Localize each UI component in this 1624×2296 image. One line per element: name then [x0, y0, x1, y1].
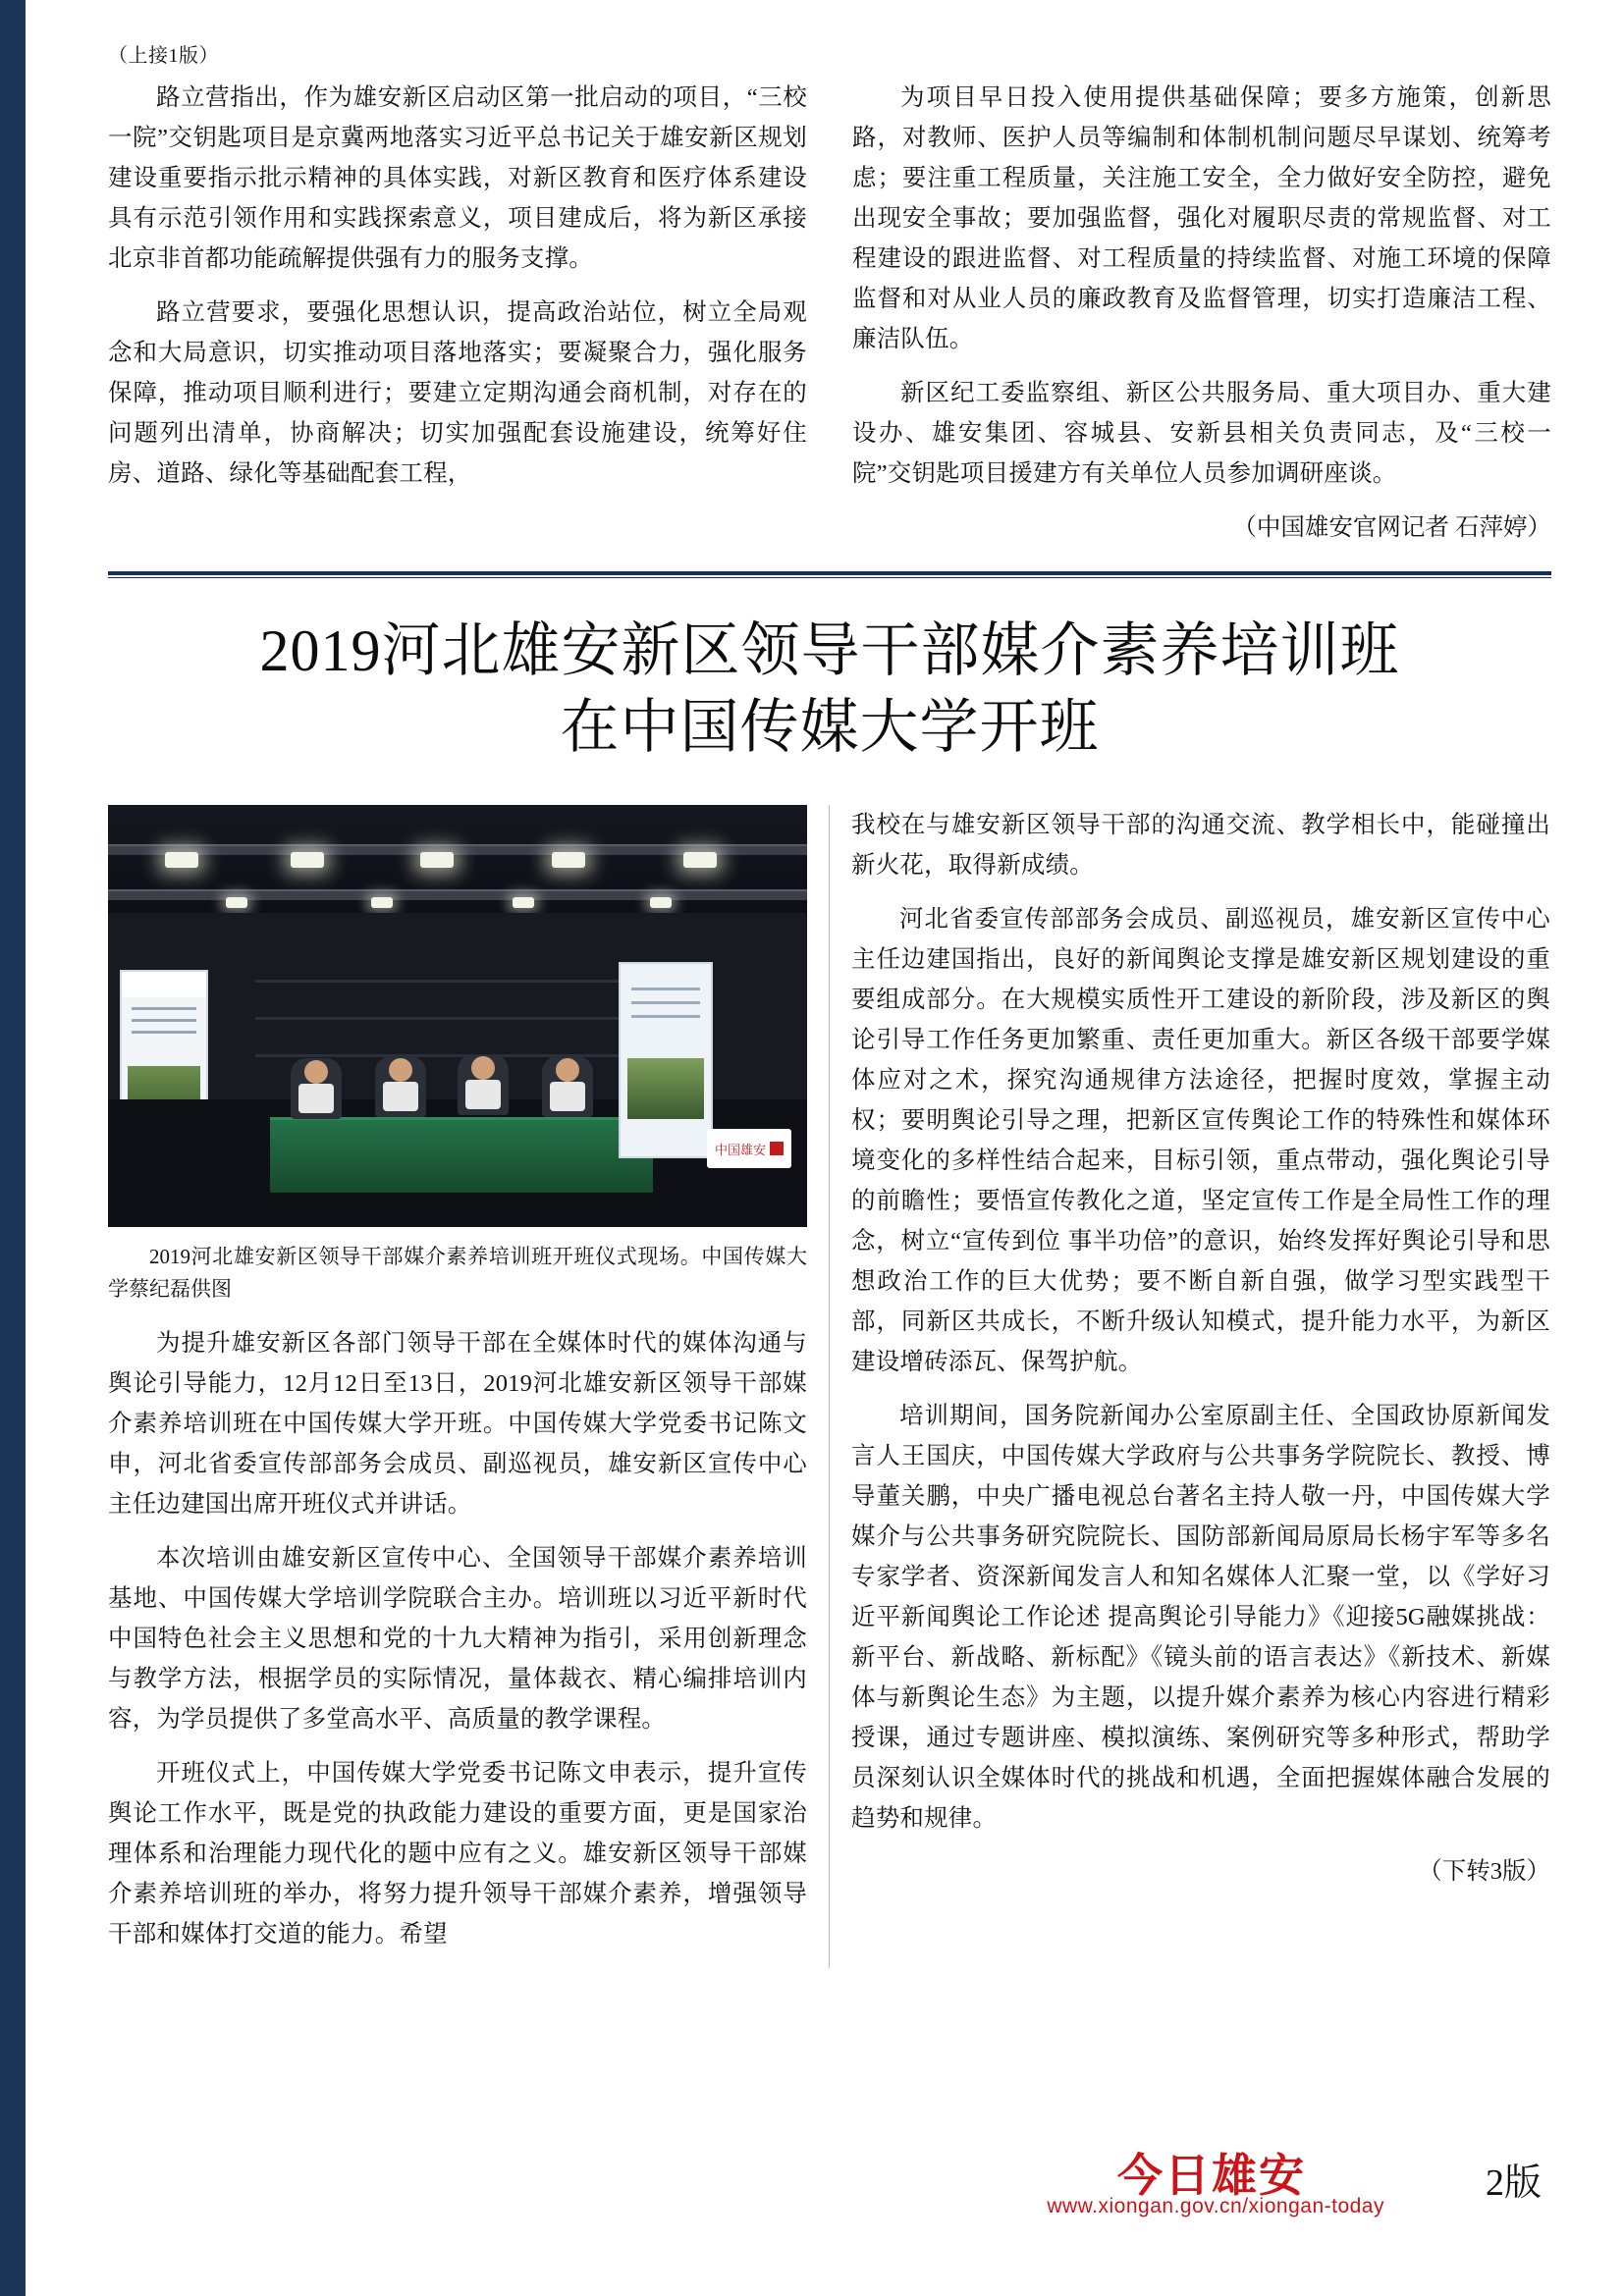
feature-column-left — [108, 805, 807, 1968]
photo-person-head — [556, 1058, 579, 1082]
banner-text-line — [132, 1007, 196, 1010]
top-article-column-left — [108, 78, 807, 548]
top-article — [108, 78, 1551, 548]
photo-person-head — [471, 1056, 495, 1080]
banner-header — [122, 972, 206, 997]
photo-caption: 2019河北雄安新区领导干部媒介素养培训班开班仪式现场。中国传媒大学蔡纪磊供图 — [108, 1245, 807, 1301]
banner-text-line — [132, 1019, 196, 1022]
headline-line-2: 在中国传媒大学开班 — [560, 695, 1100, 760]
banner-text-line — [132, 1031, 196, 1034]
divider-thick-rule — [108, 571, 1551, 575]
photo-watermark-logo — [707, 1129, 791, 1168]
paragraph: 本次培训由雄安新区宣传中心、全国领导干部媒介素养培训基地、中国传媒大学培训学院联合主办。培训班以习近平新时代中国特色社会主义思想和党的十九大精神为指引，采用创新理念与教学方法，根据学员的实际情况，量体裁衣、精心编排培训内容，为学员提供了多堂高水平、高质量的教学课程。 — [108, 1545, 807, 1733]
continue-to-note: （下转3版） — [1418, 1858, 1550, 1885]
photo-truss — [108, 889, 807, 900]
photo-person-body — [383, 1082, 418, 1111]
paragraph: 河北省委宣传部部务会成员、副巡视员，雄安新区宣传中心主任边建国指出，良好的新闻舆论支撑是雄安新区规划建设的重要组成部分。在大规模实质性开工建设的新阶段，涉及新区的舆论引导工作任务更加繁重、责任更加重大。新区各级干部要学媒体应对之术，探究沟通规律方法途径，把握时度效，掌握主动权；要明舆论引导之理，把新区宣传舆论工作的特殊性和媒体环境变化的多样性结合起来，目标引领，重点带动，强化舆论引导的前瞻性；要悟宣传教化之道，坚定宣传工作是全局性工作的理念，树立“宣传到位 事半功倍”的意识，始终发挥好舆论引导和思想政治工作的巨大优势；要不断自新自强，做学习型实践型干部，同新区共成长，不断升级认知模式，提升能力水平，为新区建设增砖添瓦、保驾护航。 — [851, 906, 1550, 1375]
photo-stage-light — [420, 852, 454, 868]
left-decorative-bar — [0, 0, 26, 2296]
photo-stage-light — [291, 852, 324, 868]
paragraph: 培训期间，国务院新闻办公室原副主任、全国政协原新闻发言人王国庆，中国传媒大学政府与公共事务学院院长、教授、博导董关鹏，中央广播电视总台著名主持人敬一丹，中国传媒大学媒介与公共事务研究院院长、国防部新闻局原局长杨宇军等多名专家学者、资深新闻发言人和知名媒体人汇聚一堂，以《学好习近平新闻舆论工作论述 提高舆论引导能力》《迎接5G融媒挑战：新平台、新战略、新标配》《镜头前的语言表达》《新技术、新媒体与新舆论生态》为主题，以提升媒介素养为核心内容进行精彩授课，通过专题讲座、模拟演练、案例研究等多种形式，帮助学员深刻认识全媒体时代的挑战和机遇，全面把握媒体融合发展的趋势和规律。 — [851, 1403, 1550, 1832]
masthead-logo: 今日雄安 — [1117, 2151, 1306, 2201]
feature-article — [108, 805, 1551, 1968]
photo-person-head — [304, 1060, 328, 1084]
photo-right-banner — [619, 962, 713, 1158]
photo-person-head — [389, 1058, 412, 1082]
divider-thin-rule — [108, 577, 1551, 578]
jump-from-note: （上接1版） — [108, 45, 219, 67]
photo-person-body — [550, 1082, 585, 1111]
photo-person — [375, 1056, 426, 1117]
paragraph: 为项目早日投入使用提供基础保障；要多方施策，创新思路，对教师、医护人员等编制和体制机制问题尽早谋划、统筹考虑；要注重工程质量，关注施工安全，全力做好安全防控，避免出现安全事故；要加强监督，强化对履职尽责的常规监督、对工程建设的跟进监督、对工程质量的持续监督、对施工环境的保障监督和对从业人员的廉政教育及监督管理，切实打造廉洁工程、廉洁队伍。 — [852, 84, 1551, 352]
feature-column-right — [851, 805, 1550, 1968]
photo-person — [542, 1056, 593, 1117]
photo-shelf — [255, 980, 658, 983]
photo-stage-light — [513, 897, 534, 908]
banner-text-line — [631, 1001, 700, 1004]
paragraph: 新区纪工委监察组、新区公共服务局、重大项目办、重大建设办、雄安集团、容城县、安新县相关负责同志，及“三校一院”交钥匙项目援建方有关单位人员参加调研座谈。 — [852, 380, 1551, 487]
website-url[interactable]: www.xiongan.gov.cn/xiongan-today — [1047, 2195, 1384, 2217]
column-rule — [829, 805, 830, 1968]
page-footer — [108, 2130, 1551, 2238]
paragraph: 开班仪式上，中国传媒大学党委书记陈文申表示，提升宣传舆论工作水平，既是党的执政能力建设的重要方面，更是国家治理体系和治理能力现代化的题中应有之义。雄安新区领导干部媒介素养培训班的举办，将努力提升领导干部媒介素养，增强领导干部和媒体打交道的能力。希望 — [108, 1760, 807, 1948]
photo-stage-light — [650, 897, 672, 908]
banner-text-line — [631, 1015, 700, 1018]
photo-stage-light — [226, 897, 247, 908]
photo-stage-light — [683, 852, 717, 868]
photo-stage-light — [165, 852, 198, 868]
paragraph: 为提升雄安新区各部门领导干部在全媒体时代的媒体沟通与舆论引导能力，12月12日至13日，2019河北雄安新区领导干部媒介素养培训班在中国传媒大学开班。中国传媒大学党委书记陈文申，河北省委宣传部部务会成员、副巡视员，雄安新区宣传中心主任边建国出席开班仪式并讲话。 — [108, 1330, 807, 1518]
photo-watermark-mark — [770, 1142, 784, 1155]
article-byline: （中国雄安官网记者 石萍婷） — [1232, 514, 1551, 541]
feature-photo — [108, 805, 807, 1227]
photo-stage-light — [552, 852, 585, 868]
photo-person — [291, 1058, 342, 1119]
section-divider — [108, 571, 1551, 577]
page-number: 2版 — [1485, 2163, 1542, 2204]
headline-line-1: 2019河北雄安新区领导干部媒介素养培训班 — [259, 618, 1400, 683]
paragraph: 我校在与雄安新区领导干部的沟通交流、教学相长中，能碰撞出新火花，取得新成绩。 — [851, 812, 1550, 879]
paragraph: 路立营要求，要强化思想认识，提高政治站位，树立全局观念和大局意识，切实推动项目落地落实；要凝聚合力，强化服务保障，推动项目顺利进行；要建立定期沟通会商机制，对存在的问题列出清单，协商解决；切实加强配套设施建设，统筹好住房、道路、绿化等基础配套工程， — [108, 299, 807, 487]
photo-person-body — [298, 1084, 334, 1113]
photo-watermark-text: 中国雄安 — [714, 1142, 766, 1157]
photo-person-body — [465, 1080, 501, 1109]
paragraph: 路立营指出，作为雄安新区启动区第一批启动的项目，“三校一院”交钥匙项目是京冀两地落实习近平总书记关于雄安新区规划建设重要指示批示精神的具体实践，对新区教育和医疗体系建设具有示范引领作用和实践探索意义，项目建成后，将为新区承接北京非首都功能疏解提供强有力的服务支撑。 — [108, 84, 807, 272]
photo-person — [458, 1054, 509, 1115]
photo-shelf — [255, 1054, 658, 1057]
left-bar-inner-gap — [26, 0, 33, 2296]
photo-conference-table — [270, 1117, 653, 1193]
banner-image — [627, 1058, 704, 1119]
photo-shelf — [255, 1017, 658, 1020]
photo-stage-light — [371, 897, 393, 908]
banner-text-line — [631, 988, 700, 990]
page-content — [108, 39, 1551, 1968]
top-article-column-right — [852, 78, 1551, 548]
feature-headline — [108, 613, 1551, 766]
